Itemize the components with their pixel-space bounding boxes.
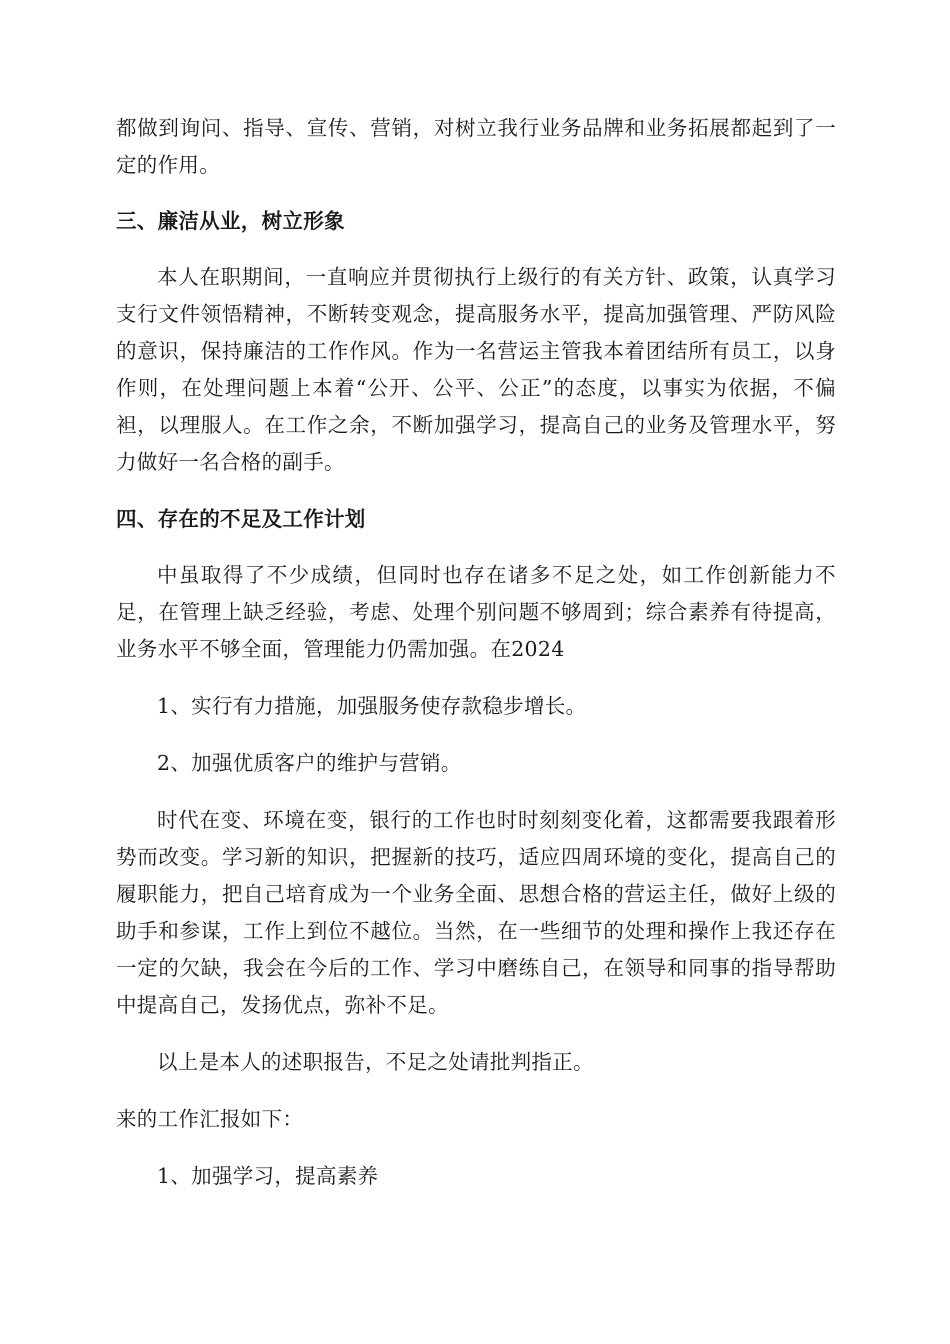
paragraph-report-intro: 来的工作汇报如下： — [116, 1107, 304, 1131]
section-heading-integrity: 三、廉洁从业，树立形象 — [116, 209, 345, 233]
paragraph-continuation: 都做到询问、指导、宣传、营销，对树立我行业务品牌和业务拓展都起到了一定的作用。 — [116, 116, 836, 177]
plan-item-1: 1、实行有力措施，加强服务使存款稳步增长。 — [157, 694, 587, 718]
plan-item-2: 2、加强优质客户的维护与营销。 — [157, 751, 462, 775]
section-heading-shortcomings: 四、存在的不足及工作计划 — [116, 507, 366, 531]
document-body — [116, 110, 836, 1195]
paragraph-shortcomings: 中虽取得了不少成绩，但同时也存在诸多不足之处，如工作创新能力不足，在管理上缺乏经验，考虑、处理个别问题不够周到；综合素养有待提高，业务水平不够全面，管理能力仍需加强。在2024 — [116, 563, 836, 661]
paragraph-integrity: 本人在职期间，一直响应并贯彻执行上级行的有关方针、政策，认真学习支行文件领悟精神，不断转变观念，提高服务水平，提高加强管理、严防风险的意识，保持廉洁的工作作风。作为一名营运主管我本着团结所有员工，以身作则，在处理问题上本着“公开、公平、公正”的态度，以事实为依据，不偏袒，以理服人。在工作之余，不断加强学习，提高自己的业务及管理水平，努力做好一名合格的副手。 — [116, 265, 836, 474]
report-item-1: 1、加强学习，提高素养 — [157, 1164, 379, 1188]
paragraph-change: 时代在变、环境在变，银行的工作也时时刻刻变化着，这都需要我跟着形势而改变。学习新的知识，把握新的技巧，适应四周环境的变化，提高自己的履职能力，把自己培育成为一个业务全面、思想合格的营运主任，做好上级的助手和参谋，工作上到位不越位。当然，在一些细节的处理和操作上我还存在一定的欠缺，我会在今后的工作、学习中磨练自己，在领导和同事的指导帮助中提高自己，发扬优点，弥补不足。 — [116, 808, 836, 1017]
paragraph-closing: 以上是本人的述职报告，不足之处请批判指正。 — [157, 1050, 594, 1074]
